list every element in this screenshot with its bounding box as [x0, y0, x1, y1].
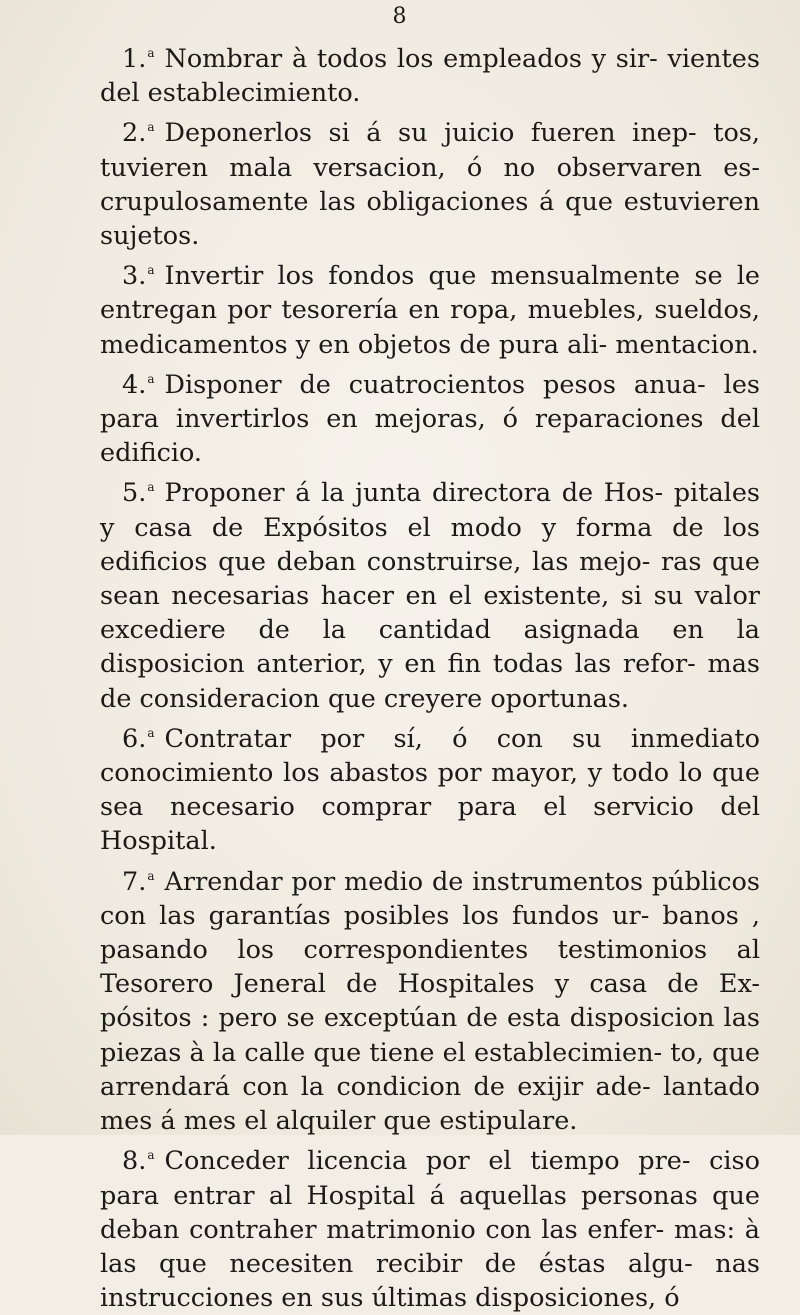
clause-number: 4.$^a$	[122, 369, 155, 400]
clause-number: 7.$^a$	[122, 866, 155, 897]
clause-6	[100, 716, 760, 859]
clause-5	[100, 470, 760, 715]
clause-text: Deponerlos si á su juicio fueren inep- tos, tuvieren mala versacion, ó no observaren es- crupulosamente las obligaciones á que estuvieren sujetos.	[100, 118, 760, 252]
clause-text: Proponer á la junta directora de Hos- pitales y casa de Expósitos el modo y forma de los edificios que deban construirse, las mejo- ras que sean necesarias hacer en el existente, si su valor excediere de la cantidad asignada en la disposicion anterior, y en fin todas las refor- mas de consideracion que creyere oportunas.	[100, 478, 760, 714]
clause-text: Contratar por sí, ó con su inmediato conocimiento los abastos por mayor, y todo lo que sea necesario comprar para el servicio del Hospital.	[100, 723, 760, 857]
clause-number: 2.$^a$	[122, 118, 155, 149]
clause-2	[100, 110, 760, 253]
clause-text: Conceder licencia por el tiempo pre- ciso para entrar al Hospital á aquellas personas que deban contraher matrimonio con las enfer- mas: à las que necesiten recibir de éstas algu- nas instrucciones en sus últimas disposiciones, ó	[100, 1146, 760, 1314]
clause-number: 3.$^a$	[122, 261, 155, 292]
clause-1	[100, 36, 760, 110]
clause-8	[100, 1138, 760, 1315]
clause-list	[100, 36, 760, 1315]
clause-number: 6.$^a$	[122, 723, 155, 754]
clause-3	[100, 253, 760, 362]
clause-number: 8.$^a$	[122, 1146, 155, 1177]
clause-text: Disponer de cuatrocientos pesos anua- les para invertirlos en mejoras, ó reparaciones del edificio.	[100, 369, 760, 469]
clause-text: Nombrar à todos los empleados y sir- vientes del establecimiento.	[100, 44, 760, 109]
clause-text: Invertir los fondos que mensualmente se le entregan por tesorería en ropa, muebles, sueldos, medicamentos y en objetos de pura ali- mentacion.	[100, 261, 760, 360]
clause-number: 5.$^a$	[122, 478, 155, 509]
clause-4	[100, 362, 760, 471]
clause-number: 1.$^a$	[122, 44, 155, 74]
clause-7	[100, 859, 760, 1139]
page-number: 8	[392, 4, 408, 29]
clause-text: Arrendar por medio de instrumentos públicos con las garantías posibles los fundos ur- banos , pasando los correspondientes testimonios al Tesorero Jeneral de Hospitales y casa de Ex- pósitos : pero se exceptúan de esta disposicion las piezas à la calle que tiene el establecimien- to, que arrendará con la condicion de exijir ade- lantado mes á mes el alquiler que estipulare.	[100, 866, 760, 1137]
